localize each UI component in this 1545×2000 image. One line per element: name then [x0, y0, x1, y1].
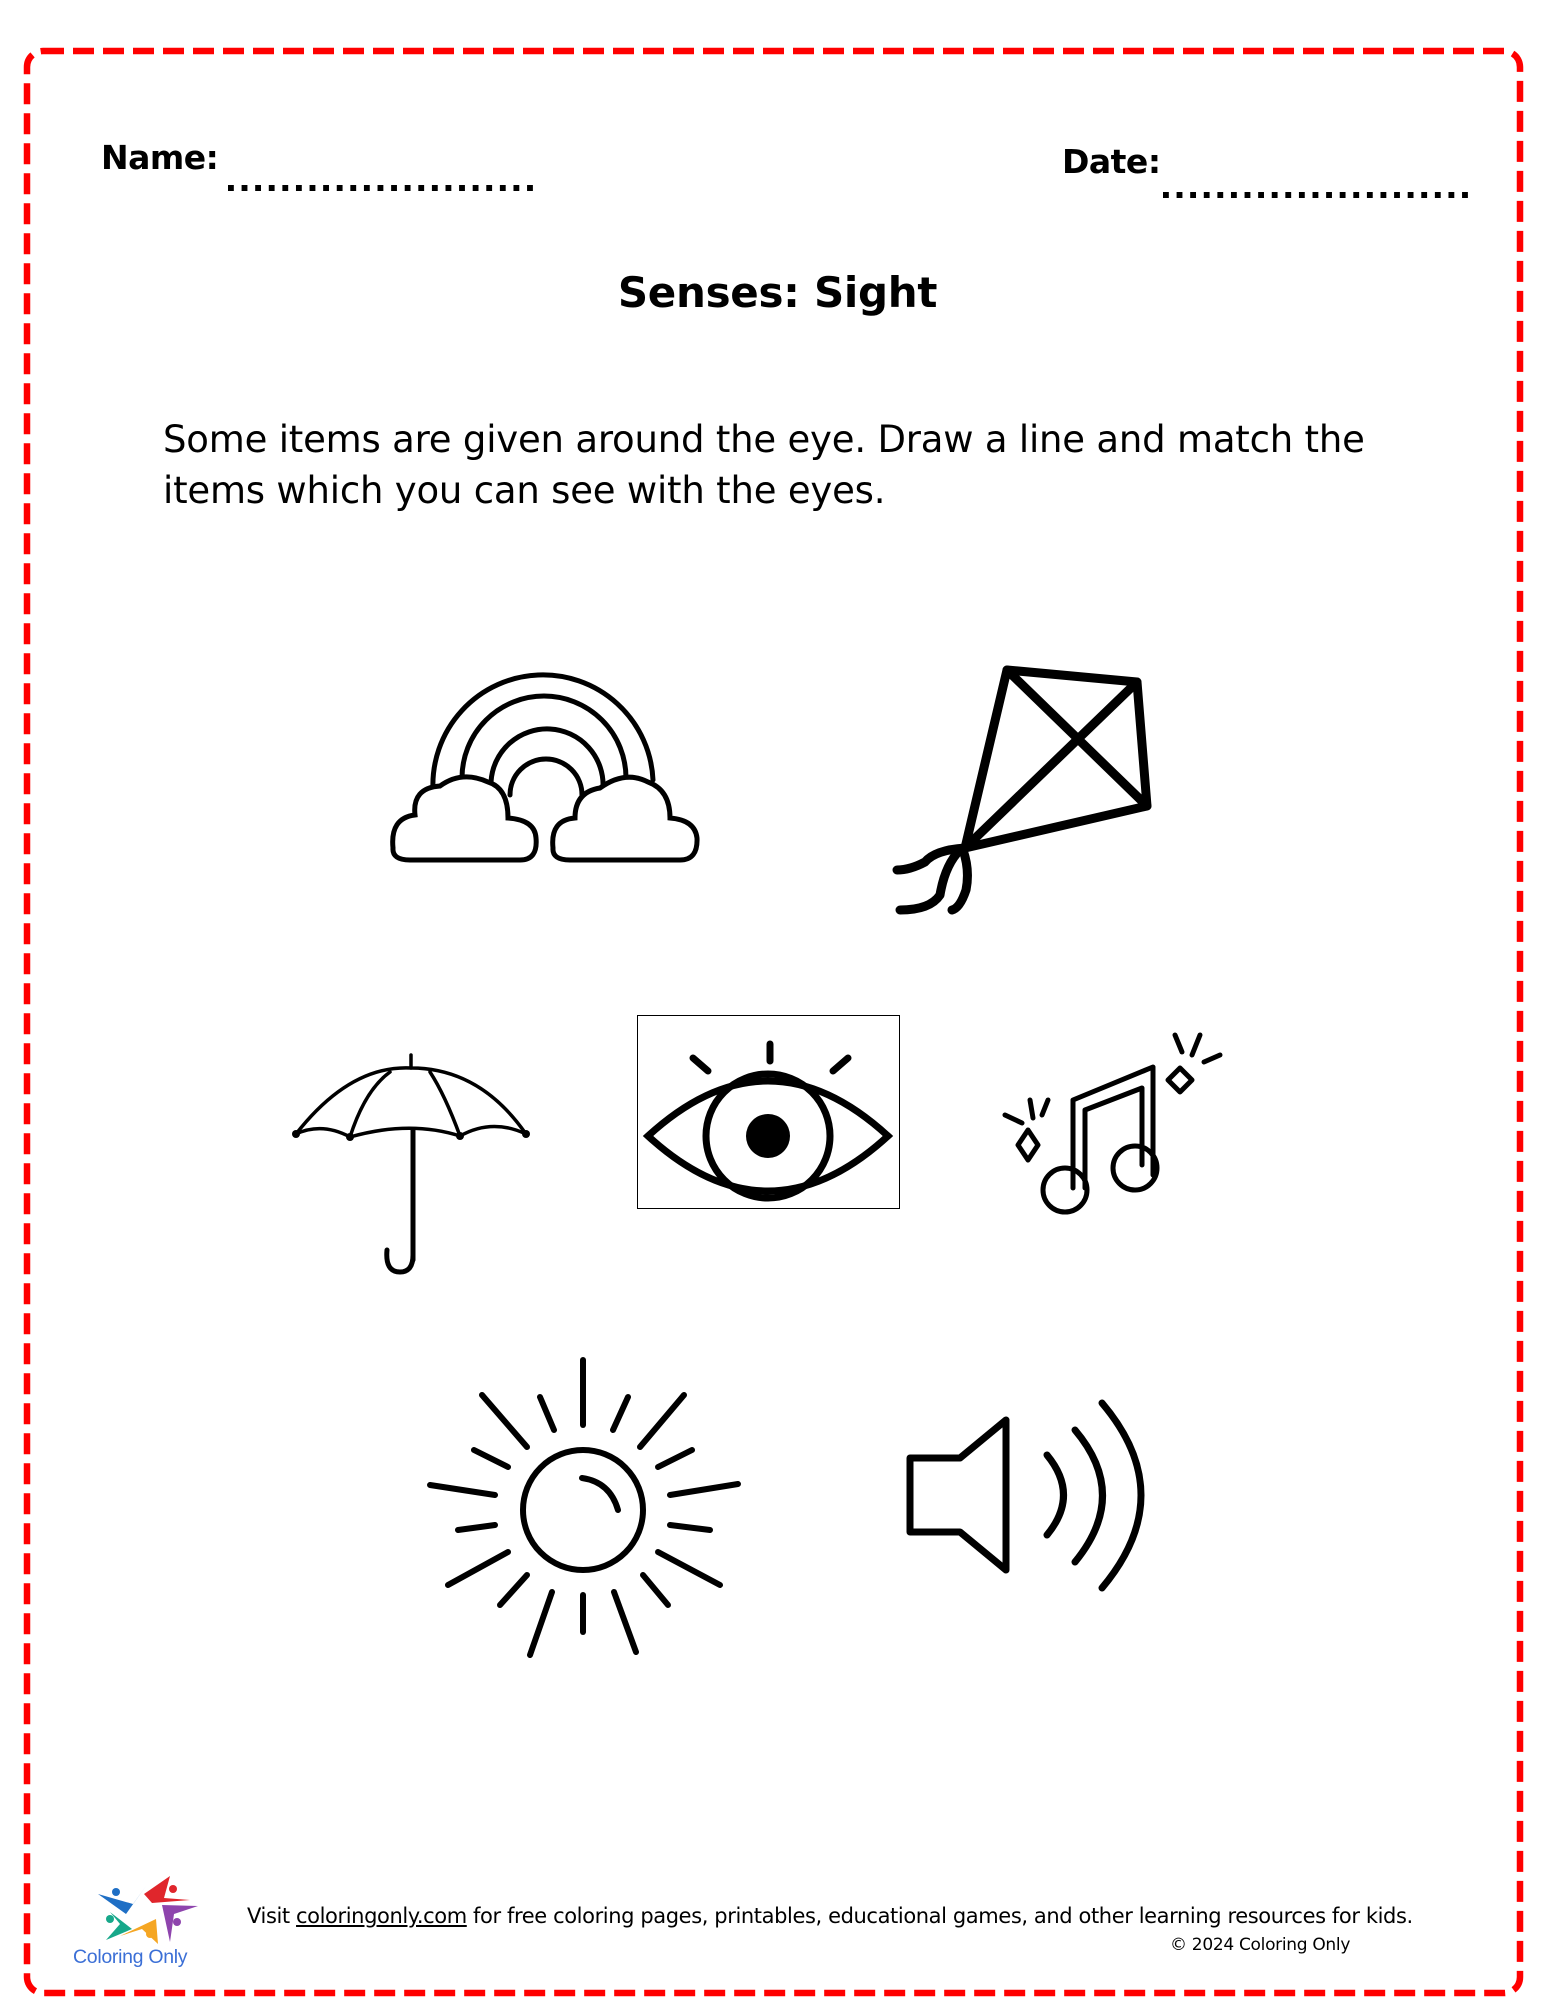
page-title: Senses: Sight	[617, 268, 938, 317]
umbrella-icon[interactable]	[270, 1010, 550, 1290]
music-notes-icon[interactable]	[970, 1000, 1240, 1250]
speaker-volume-icon[interactable]	[880, 1370, 1180, 1630]
logo-figures-icon	[70, 1874, 210, 1946]
footer-text	[247, 1901, 1477, 1932]
sun-icon[interactable]	[400, 1330, 760, 1680]
eye-icon	[638, 1016, 898, 1207]
kite-icon[interactable]	[870, 650, 1170, 940]
copyright-text: © 2024 Coloring Only	[1170, 1935, 1351, 1955]
coloringonly-link[interactable]: coloringonly.com	[296, 1904, 467, 1928]
footer-visit-suffix: for free coloring pages, printables, educational games, and other learning resources for kids.	[466, 1904, 1413, 1928]
logo-text: Coloring Only	[73, 1946, 188, 1968]
name-label: Name:	[101, 138, 219, 177]
date-label: Date:	[1062, 142, 1161, 181]
eye-box[interactable]	[637, 1015, 900, 1209]
coloring-only-logo[interactable]	[70, 1874, 210, 1969]
footer-visit-prefix: Visit	[247, 1904, 297, 1928]
rainbow-with-clouds-icon[interactable]	[370, 660, 730, 900]
name-field[interactable]	[228, 185, 534, 191]
date-field[interactable]	[1163, 192, 1473, 198]
instructions-text: Some items are given around the eye. Draw a line and match the items which you can see with the eyes.	[163, 418, 1365, 512]
